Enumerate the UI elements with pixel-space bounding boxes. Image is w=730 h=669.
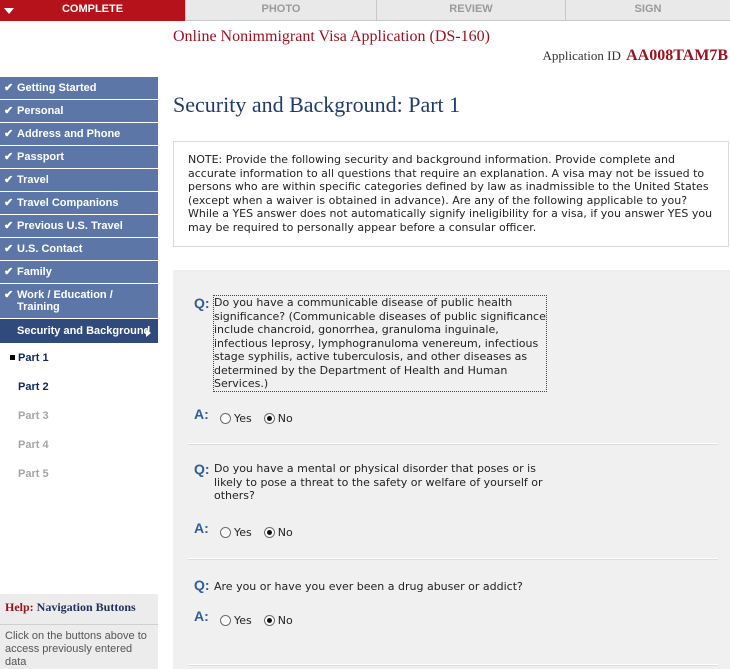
answer-label: A:: [194, 520, 209, 536]
current-marker-icon: [10, 355, 15, 360]
question-divider: [188, 558, 718, 560]
yes-radio[interactable]: [220, 527, 231, 538]
question-label: Q:: [194, 577, 210, 593]
checkmark-icon: ✔: [4, 243, 14, 255]
sidebar-item-security-and-background[interactable]: [0, 319, 158, 344]
application-title: Online Nonimmigrant Visa Application (DS-160): [173, 28, 490, 45]
checkmark-icon: ✔: [4, 174, 14, 186]
tab-complete[interactable]: [0, 0, 185, 21]
page-title: Security and Background: Part 1: [173, 92, 461, 117]
tab-complete-label: COMPLETE: [61, 3, 124, 15]
sidebar-item-label: Previous U.S. Travel: [17, 220, 123, 232]
caret-right-icon: [146, 329, 151, 337]
sidebar-item-label: Passport: [17, 151, 65, 163]
answer-options: [220, 614, 305, 627]
sidebar-item-label: U.S. Contact: [17, 243, 83, 255]
no-radio[interactable]: [264, 527, 275, 538]
question-text: Do you have a mental or physical disorder that poses or is likely to pose a threat to the safety or welfare of yourself or others?: [214, 462, 543, 502]
sidebar-subitem-part-3: [0, 402, 158, 431]
tab-photo[interactable]: [185, 0, 376, 21]
sidebar-nav: [0, 77, 158, 489]
sidebar-subitem-label: Part 1: [18, 352, 49, 364]
help-text: Click on the buttons above to access previously entered data: [5, 630, 147, 668]
note-box: NOTE: Provide the following security and background information. Provide complete and accurate information to all questions that require an explanation. A visa may not be issued to persons who are within specific categories defined by law as inadmissible to the United States (except when a waiver is obtained in advance). Are any of the following applicable to you? While a YES answer does not automatically signify ineligibility for a visa, if you answer YES you may be required to personally appear before a consular officer.: [173, 141, 729, 247]
sidebar-subitem-part-1[interactable]: [0, 344, 158, 373]
sidebar-subitem-label: Part 5: [18, 468, 49, 480]
tab-photo-label: PHOTO: [261, 3, 301, 15]
tab-review[interactable]: [376, 0, 565, 21]
sidebar-item-label: Security and Background: [17, 325, 151, 337]
sidebar-item-family[interactable]: [0, 261, 158, 284]
answer-label: A:: [194, 608, 209, 624]
progress-tabs: [0, 0, 730, 21]
sidebar-item-label: Travel: [17, 174, 49, 186]
answer-label: A:: [194, 406, 209, 422]
yes-label[interactable]: Yes: [234, 412, 252, 425]
sidebar-item-work-education-training[interactable]: [0, 284, 158, 319]
checkmark-icon: ✔: [4, 105, 14, 117]
yes-radio[interactable]: [220, 413, 231, 424]
checkmark-icon: ✔: [4, 151, 14, 163]
help-title-prefix: Help:: [5, 600, 34, 614]
no-label[interactable]: No: [277, 412, 293, 425]
help-title: [0, 594, 158, 615]
checkmark-icon: ✔: [4, 266, 14, 278]
tab-sign[interactable]: [565, 0, 730, 21]
sidebar-subitem-label: Part 4: [18, 439, 49, 451]
no-radio[interactable]: [264, 413, 275, 424]
question-label: Q:: [194, 461, 210, 477]
help-title-text: Navigation Buttons: [36, 600, 136, 614]
sidebar-item-personal[interactable]: [0, 100, 158, 123]
question-text: Are you or have you ever been a drug abuser or addict?: [214, 580, 523, 593]
application-id-value: AA008TAM7B: [626, 47, 728, 64]
application-id-label: Application ID: [542, 48, 621, 63]
tab-sign-label: SIGN: [634, 3, 662, 15]
checkmark-icon: ✔: [4, 82, 14, 94]
answer-options: [220, 526, 305, 539]
yes-label[interactable]: Yes: [234, 614, 252, 627]
sidebar-subitem-part-5: [0, 460, 158, 489]
help-panel: [0, 594, 158, 669]
sidebar-item-label: Travel Companions: [17, 197, 119, 209]
sidebar-item-previous-us-travel[interactable]: [0, 215, 158, 238]
sidebar-item-travel[interactable]: [0, 169, 158, 192]
checkmark-icon: ✔: [4, 197, 14, 209]
sidebar-subitem-part-4: [0, 431, 158, 460]
sidebar-item-getting-started[interactable]: [0, 77, 158, 100]
no-label[interactable]: No: [277, 526, 293, 539]
yes-radio[interactable]: [220, 615, 231, 626]
sidebar-item-travel-companions[interactable]: [0, 192, 158, 215]
checkmark-icon: ✔: [4, 289, 14, 301]
no-radio[interactable]: [264, 615, 275, 626]
answer-options: [220, 412, 305, 425]
question-divider: [188, 664, 718, 666]
sidebar-item-label: Family: [17, 266, 52, 278]
checkmark-icon: ✔: [4, 220, 14, 232]
tab-review-label: REVIEW: [449, 3, 493, 15]
help-divider: [0, 624, 158, 625]
sidebar-item-label: Work / Education / Training: [17, 289, 113, 313]
sidebar-subitem-label: Part 2: [18, 381, 49, 393]
question-divider: [188, 443, 718, 445]
question-text[interactable]: Do you have a communicable disease of public health significance? (Communicable diseases of public significance include chancroid, gonorrhea, granuloma inguinale, infectious leprosy, lymphogranuloma venereum, infectious stage syphilis, active tuberculosis, and other diseases as determined by the Department of Health and Human Services.): [214, 296, 546, 390]
sidebar-subitem-part-2[interactable]: [0, 373, 158, 402]
sidebar-subitem-label: Part 3: [18, 410, 49, 422]
no-label[interactable]: No: [277, 614, 293, 627]
sidebar-item-address-and-phone[interactable]: [0, 123, 158, 146]
sidebar-item-us-contact[interactable]: [0, 238, 158, 261]
question-label: Q:: [194, 295, 210, 311]
sidebar-item-label: Getting Started: [17, 82, 97, 94]
sidebar-item-passport[interactable]: [0, 146, 158, 169]
sidebar-item-label: Personal: [17, 105, 64, 117]
sidebar-item-label: Address and Phone: [17, 128, 121, 140]
questions-panel: [173, 270, 730, 669]
yes-label[interactable]: Yes: [234, 526, 252, 539]
application-id: [542, 47, 728, 65]
down-arrow-icon: [4, 8, 14, 14]
checkmark-icon: ✔: [4, 128, 14, 140]
